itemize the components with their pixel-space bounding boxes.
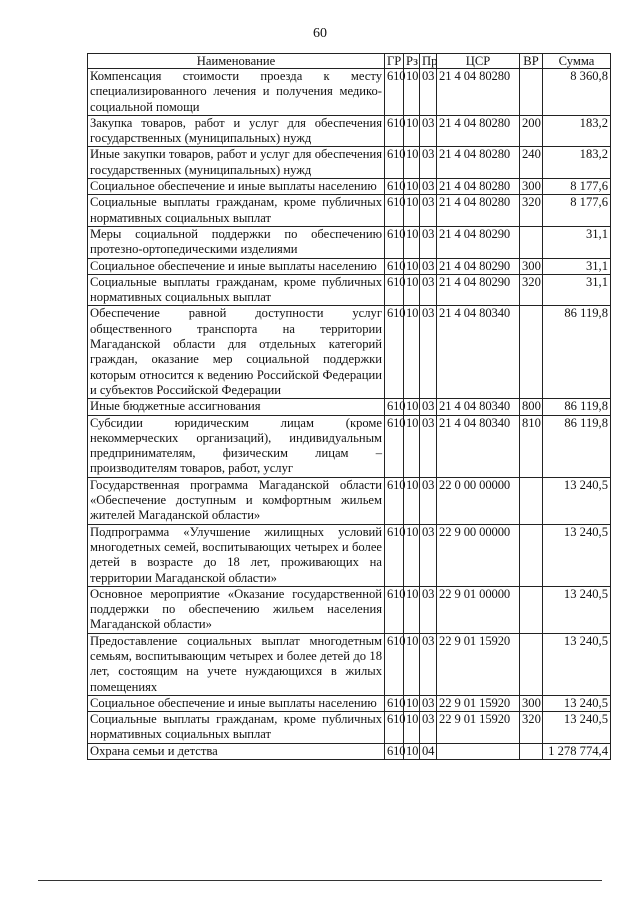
cell-gr: 610: [385, 477, 404, 524]
header-pr: Пр: [420, 54, 437, 69]
cell-sum: 13 240,5: [543, 524, 611, 586]
cell-gr: 610: [385, 524, 404, 586]
table-row: [88, 147, 611, 179]
cell-gr: 610: [385, 115, 404, 147]
cell-vr: 810: [520, 415, 543, 477]
cell-sum: 13 240,5: [543, 633, 611, 695]
header-rz: Рз: [404, 54, 420, 69]
cell-pr: 03: [420, 399, 437, 415]
cell-pr: 03: [420, 712, 437, 744]
cell-pr: 03: [420, 226, 437, 258]
cell-pr: 03: [420, 195, 437, 227]
cell-rz: 10: [404, 195, 420, 227]
cell-rz: 10: [404, 524, 420, 586]
table-row: [88, 179, 611, 195]
cell-vr: [520, 524, 543, 586]
cell-vr: 320: [520, 274, 543, 306]
cell-sum: 1 278 774,4: [543, 743, 611, 759]
cell-gr: 610: [385, 586, 404, 633]
cell-sum: 31,1: [543, 274, 611, 306]
table-row: [88, 399, 611, 415]
cell-rz: 10: [404, 399, 420, 415]
cell-name: Компенсация стоимости проезда к месту специализированного лечения и получения медико-социальной помощи: [88, 69, 385, 116]
cell-gr: 610: [385, 743, 404, 759]
cell-csr: 21 4 04 80280: [437, 115, 520, 147]
cell-csr: 21 4 04 80290: [437, 258, 520, 274]
cell-sum: 8 177,6: [543, 179, 611, 195]
cell-sum: 8 360,8: [543, 69, 611, 116]
cell-gr: 610: [385, 712, 404, 744]
cell-rz: 10: [404, 306, 420, 399]
cell-name: Меры социальной поддержки по обеспечению протезно-ортопедическими изделиями: [88, 226, 385, 258]
cell-gr: 610: [385, 195, 404, 227]
cell-csr: 21 4 04 80340: [437, 399, 520, 415]
cell-vr: 300: [520, 258, 543, 274]
cell-name: Охрана семьи и детства: [88, 743, 385, 759]
cell-pr: 04: [420, 743, 437, 759]
cell-rz: 10: [404, 226, 420, 258]
budget-table: [87, 53, 611, 760]
cell-vr: [520, 586, 543, 633]
cell-rz: 10: [404, 69, 420, 116]
cell-name: Подпрограмма «Улучшение жилищных условий многодетных семей, воспитывающих четырех и более детей в возрасте до 18 лет, проживающих на территории Магаданской области»: [88, 524, 385, 586]
table-row: [88, 712, 611, 744]
cell-csr: 21 4 04 80280: [437, 69, 520, 116]
cell-gr: 610: [385, 306, 404, 399]
cell-sum: 13 240,5: [543, 712, 611, 744]
cell-vr: 240: [520, 147, 543, 179]
table-row: [88, 477, 611, 524]
cell-sum: 13 240,5: [543, 586, 611, 633]
cell-csr: 22 9 01 00000: [437, 586, 520, 633]
cell-name: Государственная программа Магаданской области «Обеспечение доступным и комфортным жильем жителей Магаданской области»: [88, 477, 385, 524]
cell-sum: 86 119,8: [543, 306, 611, 399]
page-bottom-rule: [38, 880, 602, 881]
page-number: 60: [313, 26, 327, 41]
header-vr: ВР: [520, 54, 543, 69]
cell-sum: 8 177,6: [543, 195, 611, 227]
cell-sum: 13 240,5: [543, 695, 611, 711]
cell-gr: 610: [385, 226, 404, 258]
cell-name: Субсидии юридическим лицам (кроме некоммерческих организаций), индивидуальным предпринимателям, физическим лицам – производителям товаров, работ, услуг: [88, 415, 385, 477]
cell-gr: 610: [385, 633, 404, 695]
cell-sum: 86 119,8: [543, 399, 611, 415]
cell-pr: 03: [420, 69, 437, 116]
cell-name: Социальное обеспечение и иные выплаты населению: [88, 258, 385, 274]
cell-gr: 610: [385, 415, 404, 477]
table-row: [88, 258, 611, 274]
cell-pr: 03: [420, 179, 437, 195]
cell-csr: 21 4 04 80280: [437, 147, 520, 179]
cell-gr: 610: [385, 179, 404, 195]
cell-rz: 10: [404, 712, 420, 744]
table-body: [88, 69, 611, 760]
table-row: [88, 415, 611, 477]
cell-csr: 22 9 01 15920: [437, 712, 520, 744]
cell-csr: 22 9 00 00000: [437, 524, 520, 586]
table-row: [88, 743, 611, 759]
table-row: [88, 306, 611, 399]
cell-csr: 21 4 04 80290: [437, 274, 520, 306]
cell-name: Предоставление социальных выплат многодетным семьям, воспитывающим четырех и более детей до 18 лет, состоящим на учете нуждающихся в жилых помещениях: [88, 633, 385, 695]
cell-rz: 10: [404, 179, 420, 195]
cell-pr: 03: [420, 586, 437, 633]
cell-pr: 03: [420, 415, 437, 477]
cell-rz: 10: [404, 274, 420, 306]
cell-csr: 21 4 04 80280: [437, 179, 520, 195]
cell-name: Обеспечение равной доступности услуг общественного транспорта на территории Магаданской области для отдельных категорий граждан, оказание мер социальной поддержки которым относится к ведению Российской Федерации и субъектов Российской Федерации: [88, 306, 385, 399]
cell-gr: 610: [385, 274, 404, 306]
cell-pr: 03: [420, 524, 437, 586]
cell-sum: 31,1: [543, 226, 611, 258]
cell-name: Иные бюджетные ассигнования: [88, 399, 385, 415]
table-row: [88, 115, 611, 147]
cell-name: Социальное обеспечение и иные выплаты населению: [88, 179, 385, 195]
cell-sum: 31,1: [543, 258, 611, 274]
cell-pr: 03: [420, 258, 437, 274]
cell-pr: 03: [420, 274, 437, 306]
table-row: [88, 586, 611, 633]
cell-rz: 10: [404, 586, 420, 633]
cell-csr: 21 4 04 80340: [437, 415, 520, 477]
cell-csr: 21 4 04 80340: [437, 306, 520, 399]
cell-pr: 03: [420, 695, 437, 711]
cell-sum: 183,2: [543, 115, 611, 147]
table-header-row: [88, 54, 611, 69]
table-row: [88, 195, 611, 227]
cell-rz: 10: [404, 147, 420, 179]
cell-gr: 610: [385, 69, 404, 116]
cell-pr: 03: [420, 306, 437, 399]
cell-rz: 10: [404, 695, 420, 711]
header-name: Наименование: [88, 54, 385, 69]
cell-name: Социальное обеспечение и иные выплаты населению: [88, 695, 385, 711]
header-sum: Сумма: [543, 54, 611, 69]
cell-gr: 610: [385, 399, 404, 415]
cell-sum: 86 119,8: [543, 415, 611, 477]
cell-sum: 13 240,5: [543, 477, 611, 524]
cell-rz: 10: [404, 415, 420, 477]
cell-csr: 21 4 04 80280: [437, 195, 520, 227]
cell-name: Социальные выплаты гражданам, кроме публичных нормативных социальных выплат: [88, 195, 385, 227]
cell-vr: 800: [520, 399, 543, 415]
cell-sum: 183,2: [543, 147, 611, 179]
cell-pr: 03: [420, 115, 437, 147]
cell-vr: [520, 477, 543, 524]
cell-csr: 22 9 01 15920: [437, 695, 520, 711]
cell-rz: 10: [404, 743, 420, 759]
cell-name: Иные закупки товаров, работ и услуг для обеспечения государственных (муниципальных) нужд: [88, 147, 385, 179]
header-csr: ЦСР: [437, 54, 520, 69]
table-row: [88, 226, 611, 258]
cell-vr: 320: [520, 712, 543, 744]
table-row: [88, 274, 611, 306]
cell-vr: 200: [520, 115, 543, 147]
cell-name: Закупка товаров, работ и услуг для обеспечения государственных (муниципальных) нужд: [88, 115, 385, 147]
cell-csr: 22 9 01 15920: [437, 633, 520, 695]
cell-name: Социальные выплаты гражданам, кроме публичных нормативных социальных выплат: [88, 274, 385, 306]
cell-csr: [437, 743, 520, 759]
cell-vr: [520, 743, 543, 759]
cell-vr: 300: [520, 179, 543, 195]
cell-vr: [520, 306, 543, 399]
table-row: [88, 633, 611, 695]
cell-vr: [520, 226, 543, 258]
cell-rz: 10: [404, 115, 420, 147]
cell-vr: [520, 633, 543, 695]
cell-vr: 300: [520, 695, 543, 711]
cell-vr: [520, 69, 543, 116]
cell-pr: 03: [420, 147, 437, 179]
table-row: [88, 69, 611, 116]
cell-gr: 610: [385, 147, 404, 179]
table-row: [88, 695, 611, 711]
cell-rz: 10: [404, 633, 420, 695]
cell-rz: 10: [404, 258, 420, 274]
header-gr: ГР: [385, 54, 404, 69]
cell-pr: 03: [420, 633, 437, 695]
cell-rz: 10: [404, 477, 420, 524]
cell-csr: 22 0 00 00000: [437, 477, 520, 524]
cell-pr: 03: [420, 477, 437, 524]
cell-gr: 610: [385, 258, 404, 274]
table-row: [88, 524, 611, 586]
cell-name: Социальные выплаты гражданам, кроме публичных нормативных социальных выплат: [88, 712, 385, 744]
cell-csr: 21 4 04 80290: [437, 226, 520, 258]
cell-gr: 610: [385, 695, 404, 711]
cell-vr: 320: [520, 195, 543, 227]
cell-name: Основное мероприятие «Оказание государственной поддержки по обеспечению жильем населения Магаданской области»: [88, 586, 385, 633]
